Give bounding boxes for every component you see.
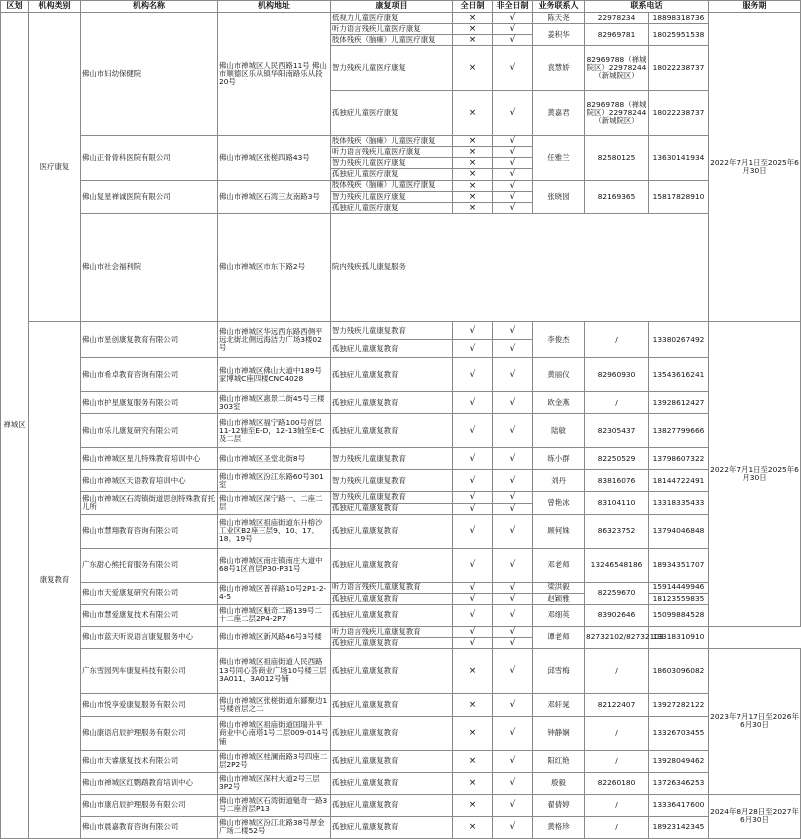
table-row (1, 358, 801, 392)
contact-person: 练小群 (533, 448, 585, 470)
org-name: 佛山市慧爱康复技术有限公司 (81, 604, 218, 626)
org-address: 佛山市禅城区祖庙街道东升榕沙工业区B2座三层9、10、17、18、19号 (218, 514, 331, 548)
fulltime-mark: × (453, 648, 493, 693)
service-item: 孤独症儿童康复教育 (331, 548, 453, 582)
table-row (1, 626, 801, 637)
fulltime-mark: × (453, 816, 493, 838)
parttime-mark: √ (493, 648, 533, 693)
contact-person: 谭老师 (533, 626, 585, 648)
fulltime-mark: √ (453, 414, 493, 448)
service-item: 孤独症儿童康复教育 (331, 358, 453, 392)
phone-mobile: 18144722491 (649, 470, 709, 492)
service-item: 孤独症儿童医疗康复 (331, 202, 453, 213)
phone-landline: / (585, 750, 649, 772)
header-district: 区划 (1, 1, 29, 13)
phone-landline: 83104110 (585, 492, 649, 514)
fulltime-mark: × (453, 158, 493, 169)
phone-landline: 82732102/82732103 (585, 626, 649, 648)
service-item: 孤独症儿童康复教育 (331, 648, 453, 693)
fulltime-mark: √ (453, 470, 493, 492)
phone-mobile: 13827799666 (649, 414, 709, 448)
category-medical-cell: 医疗康复 (29, 13, 81, 322)
phone-mobile: 18022238737 (649, 46, 709, 91)
org-name: 佛山康语启辰护理服务有限公司 (81, 716, 218, 750)
org-address: 佛山市禅城区南庄镇南庄大道中68号1区首层P30-P31号 (218, 548, 331, 582)
header-fulltime: 全日制 (453, 1, 493, 13)
parttime-mark: √ (493, 514, 533, 548)
parttime-mark: √ (493, 322, 533, 340)
parttime-mark: √ (493, 750, 533, 772)
service-item: 孤独症儿童医疗康复 (331, 91, 453, 136)
fulltime-mark: × (453, 750, 493, 772)
parttime-mark: √ (493, 202, 533, 213)
header-phone: 联系电话 (585, 1, 709, 13)
parttime-mark: √ (493, 158, 533, 169)
table-row (1, 213, 801, 322)
phone-landline: / (585, 816, 649, 838)
service-item: 肢体残疾（脑瘫）儿童医疗康复 (331, 136, 453, 147)
header-row (1, 1, 801, 13)
phone-mobile: 13928612427 (649, 392, 709, 414)
phone-mobile: 18898318736 (649, 13, 709, 24)
fulltime-mark: × (453, 136, 493, 147)
service-item: 孤独症儿童康复教育 (331, 392, 453, 414)
parttime-mark: √ (493, 180, 533, 191)
org-name: 广东雪园列车康复科技有限公司 (81, 648, 218, 693)
phone-mobile: 13928049462 (649, 750, 709, 772)
phone-mobile: 18025951538 (649, 24, 709, 46)
org-name: 佛山市天睿康复技术有限公司 (81, 750, 218, 772)
phone-landline: / (585, 322, 649, 358)
service-period: 2022年7月1日至2025年6月30日 (709, 322, 801, 626)
fulltime-mark: × (453, 794, 493, 816)
phone-landline: 82305437 (585, 414, 649, 448)
contact-person: 李俊杰 (533, 322, 585, 358)
org-address: 佛山市禅城区人民西路11号 佛山市顺德区乐从镇华阳南路乐从段20号 (218, 13, 331, 136)
service-period: 2022年7月1日至2025年6月30日 (709, 13, 801, 322)
parttime-mark: √ (493, 503, 533, 514)
fulltime-mark: √ (453, 322, 493, 340)
district-cell: 禅城区 (1, 13, 29, 839)
org-name: 佛山市护星康复服务有限公司 (81, 392, 218, 414)
contact-person: 翟倩婷 (533, 794, 585, 816)
table-row (1, 693, 801, 716)
phone-landline: 22978234 (585, 13, 649, 24)
service-item: 孤独症儿童康复教育 (331, 414, 453, 448)
phone-mobile: 13336417600 (649, 794, 709, 816)
phone-landline: 82580125 (585, 136, 649, 180)
phone-landline: 86323752 (585, 514, 649, 548)
service-item: 智力残疾儿童康复教育 (331, 492, 453, 503)
org-address: 佛山市禅城区深宁路一、二座二层 (218, 492, 331, 514)
org-address: 佛山市禅城区深村大道2号三层3P2号 (218, 772, 331, 794)
parttime-mark: √ (493, 693, 533, 716)
fulltime-mark: √ (453, 503, 493, 514)
parttime-mark: √ (493, 582, 533, 593)
service-item: 智力残疾儿童康复教育 (331, 322, 453, 340)
org-name: 佛山市社会福利院 (81, 213, 218, 322)
org-address: 佛山市禅城区新风路46号3号楼 (218, 626, 331, 648)
org-address: 佛山市禅城区汾江北路38号厚金广场二楼52号 (218, 816, 331, 838)
service-item: 孤独症儿童康复教育 (331, 794, 453, 816)
service-item: 孤独症儿童康复教育 (331, 340, 453, 358)
org-address: 佛山市禅城区张槎街道东鄙聚边1号楼首层之二 (218, 693, 331, 716)
table-row (1, 648, 801, 693)
contact-person: 姜积华 (533, 24, 585, 46)
header-service: 康复项目 (331, 1, 453, 13)
table-row (1, 470, 801, 492)
fulltime-mark: × (453, 169, 493, 180)
service-item: 听力语言残疾儿童康复教育 (331, 582, 453, 593)
contact-person: 邓轩晁 (533, 693, 585, 716)
org-address: 佛山市禅城区佛山大道中189号家博城C座四楼CNC4028 (218, 358, 331, 392)
phone-landline: 82969788（禅城院区）22978244（新城院区） (585, 46, 649, 91)
org-address: 佛山市禅城区普祥路10号2P1-2-4-5 (218, 582, 331, 604)
service-item: 肢体残疾（脑瘫）儿童医疗康复 (331, 180, 453, 191)
service-item: 孤独症儿童康复教育 (331, 604, 453, 626)
fulltime-mark: √ (453, 604, 493, 626)
org-name: 广东甜心熊托育服务有限公司 (81, 548, 218, 582)
service-item: 院内残疾孤儿康复服务 (331, 213, 709, 322)
header-contact: 业务联系人 (533, 1, 585, 13)
parttime-mark: √ (493, 816, 533, 838)
parttime-mark: √ (493, 593, 533, 604)
fulltime-mark: × (453, 693, 493, 716)
phone-mobile: 13927282122 (649, 693, 709, 716)
contact-person: 邓细英 (533, 604, 585, 626)
parttime-mark: √ (493, 716, 533, 750)
phone-landline: 82969788（禅城院区）22978244（新城院区） (585, 91, 649, 136)
phone-mobile: 18123559835 (649, 593, 709, 604)
service-item: 智力残疾儿童医疗康复 (331, 191, 453, 202)
fulltime-mark: × (453, 202, 493, 213)
fulltime-mark: √ (453, 593, 493, 604)
org-name: 佛山市禅城区天语教育培训中心 (81, 470, 218, 492)
fulltime-mark: √ (453, 582, 493, 593)
service-item: 听力语言残疾儿童康复教育 (331, 626, 453, 637)
service-item: 低视力儿童医疗康复 (331, 13, 453, 24)
table-row (1, 448, 801, 470)
table-row (1, 322, 801, 340)
fulltime-mark: × (453, 24, 493, 35)
parttime-mark: √ (493, 794, 533, 816)
org-name: 佛山市禅城区星儿特殊教育培训中心 (81, 448, 218, 470)
phone-landline: / (585, 716, 649, 750)
parttime-mark: √ (493, 13, 533, 24)
table-row (1, 794, 801, 816)
parttime-mark: √ (493, 414, 533, 448)
service-item: 智力残疾儿童康复教育 (331, 470, 453, 492)
org-name: 佛山复星禅诚医院有限公司 (81, 180, 218, 213)
service-item: 听力语言残疾儿童医疗康复 (331, 147, 453, 158)
parttime-mark: √ (493, 392, 533, 414)
table-row (1, 716, 801, 750)
org-address: 佛山市禅城区惠景二街45号三楼303室 (218, 392, 331, 414)
org-address: 佛山市禅城区石湾三友南路3号 (218, 180, 331, 213)
org-name: 佛山市悦享爱康复服务有限公司 (81, 693, 218, 716)
table-row (1, 414, 801, 448)
org-name: 佛山正骨骨科医院有限公司 (81, 136, 218, 180)
service-item: 智力残疾儿童医疗康复 (331, 46, 453, 91)
table-row (1, 492, 801, 503)
fulltime-mark: √ (453, 514, 493, 548)
contact-person: 黄嘉君 (533, 91, 585, 136)
parttime-mark: √ (493, 136, 533, 147)
phone-landline: 82969781 (585, 24, 649, 46)
contact-person: 邓老师 (533, 548, 585, 582)
phone-mobile: 13794046848 (649, 514, 709, 548)
fulltime-mark: √ (453, 340, 493, 358)
header-parttime: 非全日制 (493, 1, 533, 13)
org-address: 佛山市禅城区桂澜南路3号四座二层2P2号 (218, 750, 331, 772)
contact-person: 欧金燕 (533, 392, 585, 414)
service-item: 孤独症儿童康复教育 (331, 693, 453, 716)
phone-landline: 83816076 (585, 470, 649, 492)
service-item: 孤独症儿童康复教育 (331, 750, 453, 772)
org-name: 佛山市禅城区石湾镇街道思创特殊教育托儿所 (81, 492, 218, 514)
org-name: 佛山市希卓教育咨询有限公司 (81, 358, 218, 392)
fulltime-mark: × (453, 46, 493, 91)
service-item: 孤独症儿童康复教育 (331, 816, 453, 838)
fulltime-mark: √ (453, 358, 493, 392)
contact-person: 曾艳冰 (533, 492, 585, 514)
parttime-mark: √ (493, 470, 533, 492)
contact-person: 袁慧娇 (533, 46, 585, 91)
phone-mobile: 15817828910 (649, 180, 709, 213)
contact-person: 陆敏 (533, 414, 585, 448)
phone-landline: 82260180 (585, 772, 649, 794)
service-item: 智力残疾儿童康复教育 (331, 448, 453, 470)
phone-mobile: 13798607322 (649, 448, 709, 470)
parttime-mark: √ (493, 46, 533, 91)
contact-person: 钟静娴 (533, 716, 585, 750)
table-row (1, 750, 801, 772)
org-address: 佛山市禅城区圣堂北街8号 (218, 448, 331, 470)
org-name: 佛山市星创康复教育有限公司 (81, 322, 218, 358)
parttime-mark: √ (493, 191, 533, 202)
header-category: 机构类别 (29, 1, 81, 13)
category-education-cell: 康复教育 (29, 322, 81, 838)
contact-person: 邱雪梅 (533, 648, 585, 693)
table-row (1, 392, 801, 414)
parttime-mark: √ (493, 340, 533, 358)
fulltime-mark: × (453, 191, 493, 202)
table-row (1, 816, 801, 838)
org-address: 佛山市禅城区祖庙街道国瑞升平商业中心南塔1号二层009-014号铺 (218, 716, 331, 750)
phone-landline: 83902646 (585, 604, 649, 626)
phone-landline: 82259670 (585, 582, 649, 604)
table-row (1, 180, 801, 191)
parttime-mark: √ (493, 548, 533, 582)
org-name: 佛山市康启辰护理服务有限公司 (81, 794, 218, 816)
org-name: 佛山市慧翔教育咨询有限公司 (81, 514, 218, 548)
phone-mobile: 18923142345 (649, 816, 709, 838)
phone-mobile: 13726346253 (649, 772, 709, 794)
phone-landline: 82122407 (585, 693, 649, 716)
parttime-mark: √ (493, 626, 533, 637)
contact-person: 任雅兰 (533, 136, 585, 180)
phone-landline: / (585, 392, 649, 414)
phone-landline: / (585, 648, 649, 693)
fulltime-mark: × (453, 772, 493, 794)
org-name: 佛山市妇幼保健院 (81, 13, 218, 136)
phone-landline: / (585, 794, 649, 816)
phone-mobile: 13630141934 (649, 136, 709, 180)
service-item: 孤独症儿童康复教育 (331, 514, 453, 548)
phone-landline: 82169365 (585, 180, 649, 213)
parttime-mark: √ (493, 24, 533, 35)
parttime-mark: √ (493, 637, 533, 648)
phone-landline: 82250529 (585, 448, 649, 470)
table-row (1, 772, 801, 794)
fulltime-mark: × (453, 91, 493, 136)
parttime-mark: √ (493, 448, 533, 470)
phone-mobile: 13318310910 (649, 626, 709, 648)
org-address: 佛山市禅城区祖庙街道人民西路13号同心荟商业广场10号楼三层3A011、3A012号铺 (218, 648, 331, 693)
phone-mobile: 13326703455 (649, 716, 709, 750)
contact-person: 黄格珍 (533, 816, 585, 838)
fulltime-mark: √ (453, 448, 493, 470)
contact-person: 梁洪毅 (533, 582, 585, 593)
fulltime-mark: × (453, 147, 493, 158)
org-address: 佛山市禅城区福宁路100号首层11-12轴至E-D，12-13轴至E-C及二层 (218, 414, 331, 448)
parttime-mark: √ (493, 35, 533, 46)
header-period: 服务期 (709, 1, 801, 13)
phone-landline: 13246548186 (585, 548, 649, 582)
fulltime-mark: √ (453, 492, 493, 503)
parttime-mark: √ (493, 147, 533, 158)
contact-person: 刘丹 (533, 470, 585, 492)
service-item: 孤独症儿童康复教育 (331, 503, 453, 514)
table-row (1, 604, 801, 626)
org-name: 佛山市蓝天听说语言康复服务中心 (81, 626, 218, 648)
fulltime-mark: × (453, 35, 493, 46)
contact-person: 张晓园 (533, 180, 585, 213)
service-item: 孤独症儿童康复教育 (331, 772, 453, 794)
org-address: 佛山市禅城区魁奇二路139号二十二座二层2P4-2P7 (218, 604, 331, 626)
contact-person: 顾何姝 (533, 514, 585, 548)
service-item: 孤独症儿童康复教育 (331, 637, 453, 648)
phone-mobile: 13380267492 (649, 322, 709, 358)
fulltime-mark: √ (453, 392, 493, 414)
contact-person: 阳红艳 (533, 750, 585, 772)
table-row (1, 136, 801, 147)
table-row (1, 13, 801, 24)
phone-mobile: 18022238737 (649, 91, 709, 136)
contact-person: 黄丽仪 (533, 358, 585, 392)
fulltime-mark: × (453, 13, 493, 24)
org-address: 佛山市禅城区市东下路2号 (218, 213, 331, 322)
org-address: 佛山市禅城区石湾街道魁奇一路3号二座首层P13 (218, 794, 331, 816)
service-item: 孤独症儿童医疗康复 (331, 169, 453, 180)
parttime-mark: √ (493, 604, 533, 626)
phone-mobile: 13543616241 (649, 358, 709, 392)
table-row (1, 582, 801, 593)
phone-mobile: 18934351707 (649, 548, 709, 582)
parttime-mark: √ (493, 358, 533, 392)
org-address: 佛山市禅城区张槎四路43号 (218, 136, 331, 180)
fulltime-mark: × (453, 180, 493, 191)
phone-mobile: 18603096082 (649, 648, 709, 693)
phone-mobile: 15099884528 (649, 604, 709, 626)
header-address: 机构地址 (218, 1, 331, 13)
header-name: 机构名称 (81, 1, 218, 13)
phone-landline: 82960930 (585, 358, 649, 392)
org-name: 佛山市禅城区红鹦鹉教育培训中心 (81, 772, 218, 794)
fulltime-mark: √ (453, 637, 493, 648)
service-item: 孤独症儿童康复教育 (331, 716, 453, 750)
parttime-mark: √ (493, 91, 533, 136)
parttime-mark: √ (493, 169, 533, 180)
org-name: 佛山市乐儿康复研究有限公司 (81, 414, 218, 448)
contact-person: 赵颖雅 (533, 593, 585, 604)
contact-person: 陈天尧 (533, 13, 585, 24)
service-period: 2024年8月28日至2027年6月30日 (709, 794, 801, 838)
contact-person: 殷毅 (533, 772, 585, 794)
org-address: 佛山市禅城区汾江东路60号301室 (218, 470, 331, 492)
org-name: 佛山市天爱康复研究有限公司 (81, 582, 218, 604)
phone-mobile: 13318335433 (649, 492, 709, 514)
fulltime-mark: √ (453, 548, 493, 582)
fulltime-mark: × (453, 716, 493, 750)
service-item: 听力语言残疾儿童医疗康复 (331, 24, 453, 35)
org-name: 佛山市晨嘉教育咨询有限公司 (81, 816, 218, 838)
service-item: 智力残疾儿童医疗康复 (331, 158, 453, 169)
service-item: 孤独症儿童康复教育 (331, 593, 453, 604)
fulltime-mark: √ (453, 626, 493, 637)
parttime-mark: √ (493, 492, 533, 503)
service-item: 肢体残疾（脑瘫）儿童医疗康复 (331, 35, 453, 46)
table-row (1, 548, 801, 582)
parttime-mark: √ (493, 772, 533, 794)
service-period: 2023年7月17日至2026年6月30日 (709, 648, 801, 794)
phone-mobile: 15914449946 (649, 582, 709, 593)
org-address: 佛山市禅城区华远西东路西侧平远北街北侧远海洁力广场3楼02号 (218, 322, 331, 358)
table-row (1, 514, 801, 548)
